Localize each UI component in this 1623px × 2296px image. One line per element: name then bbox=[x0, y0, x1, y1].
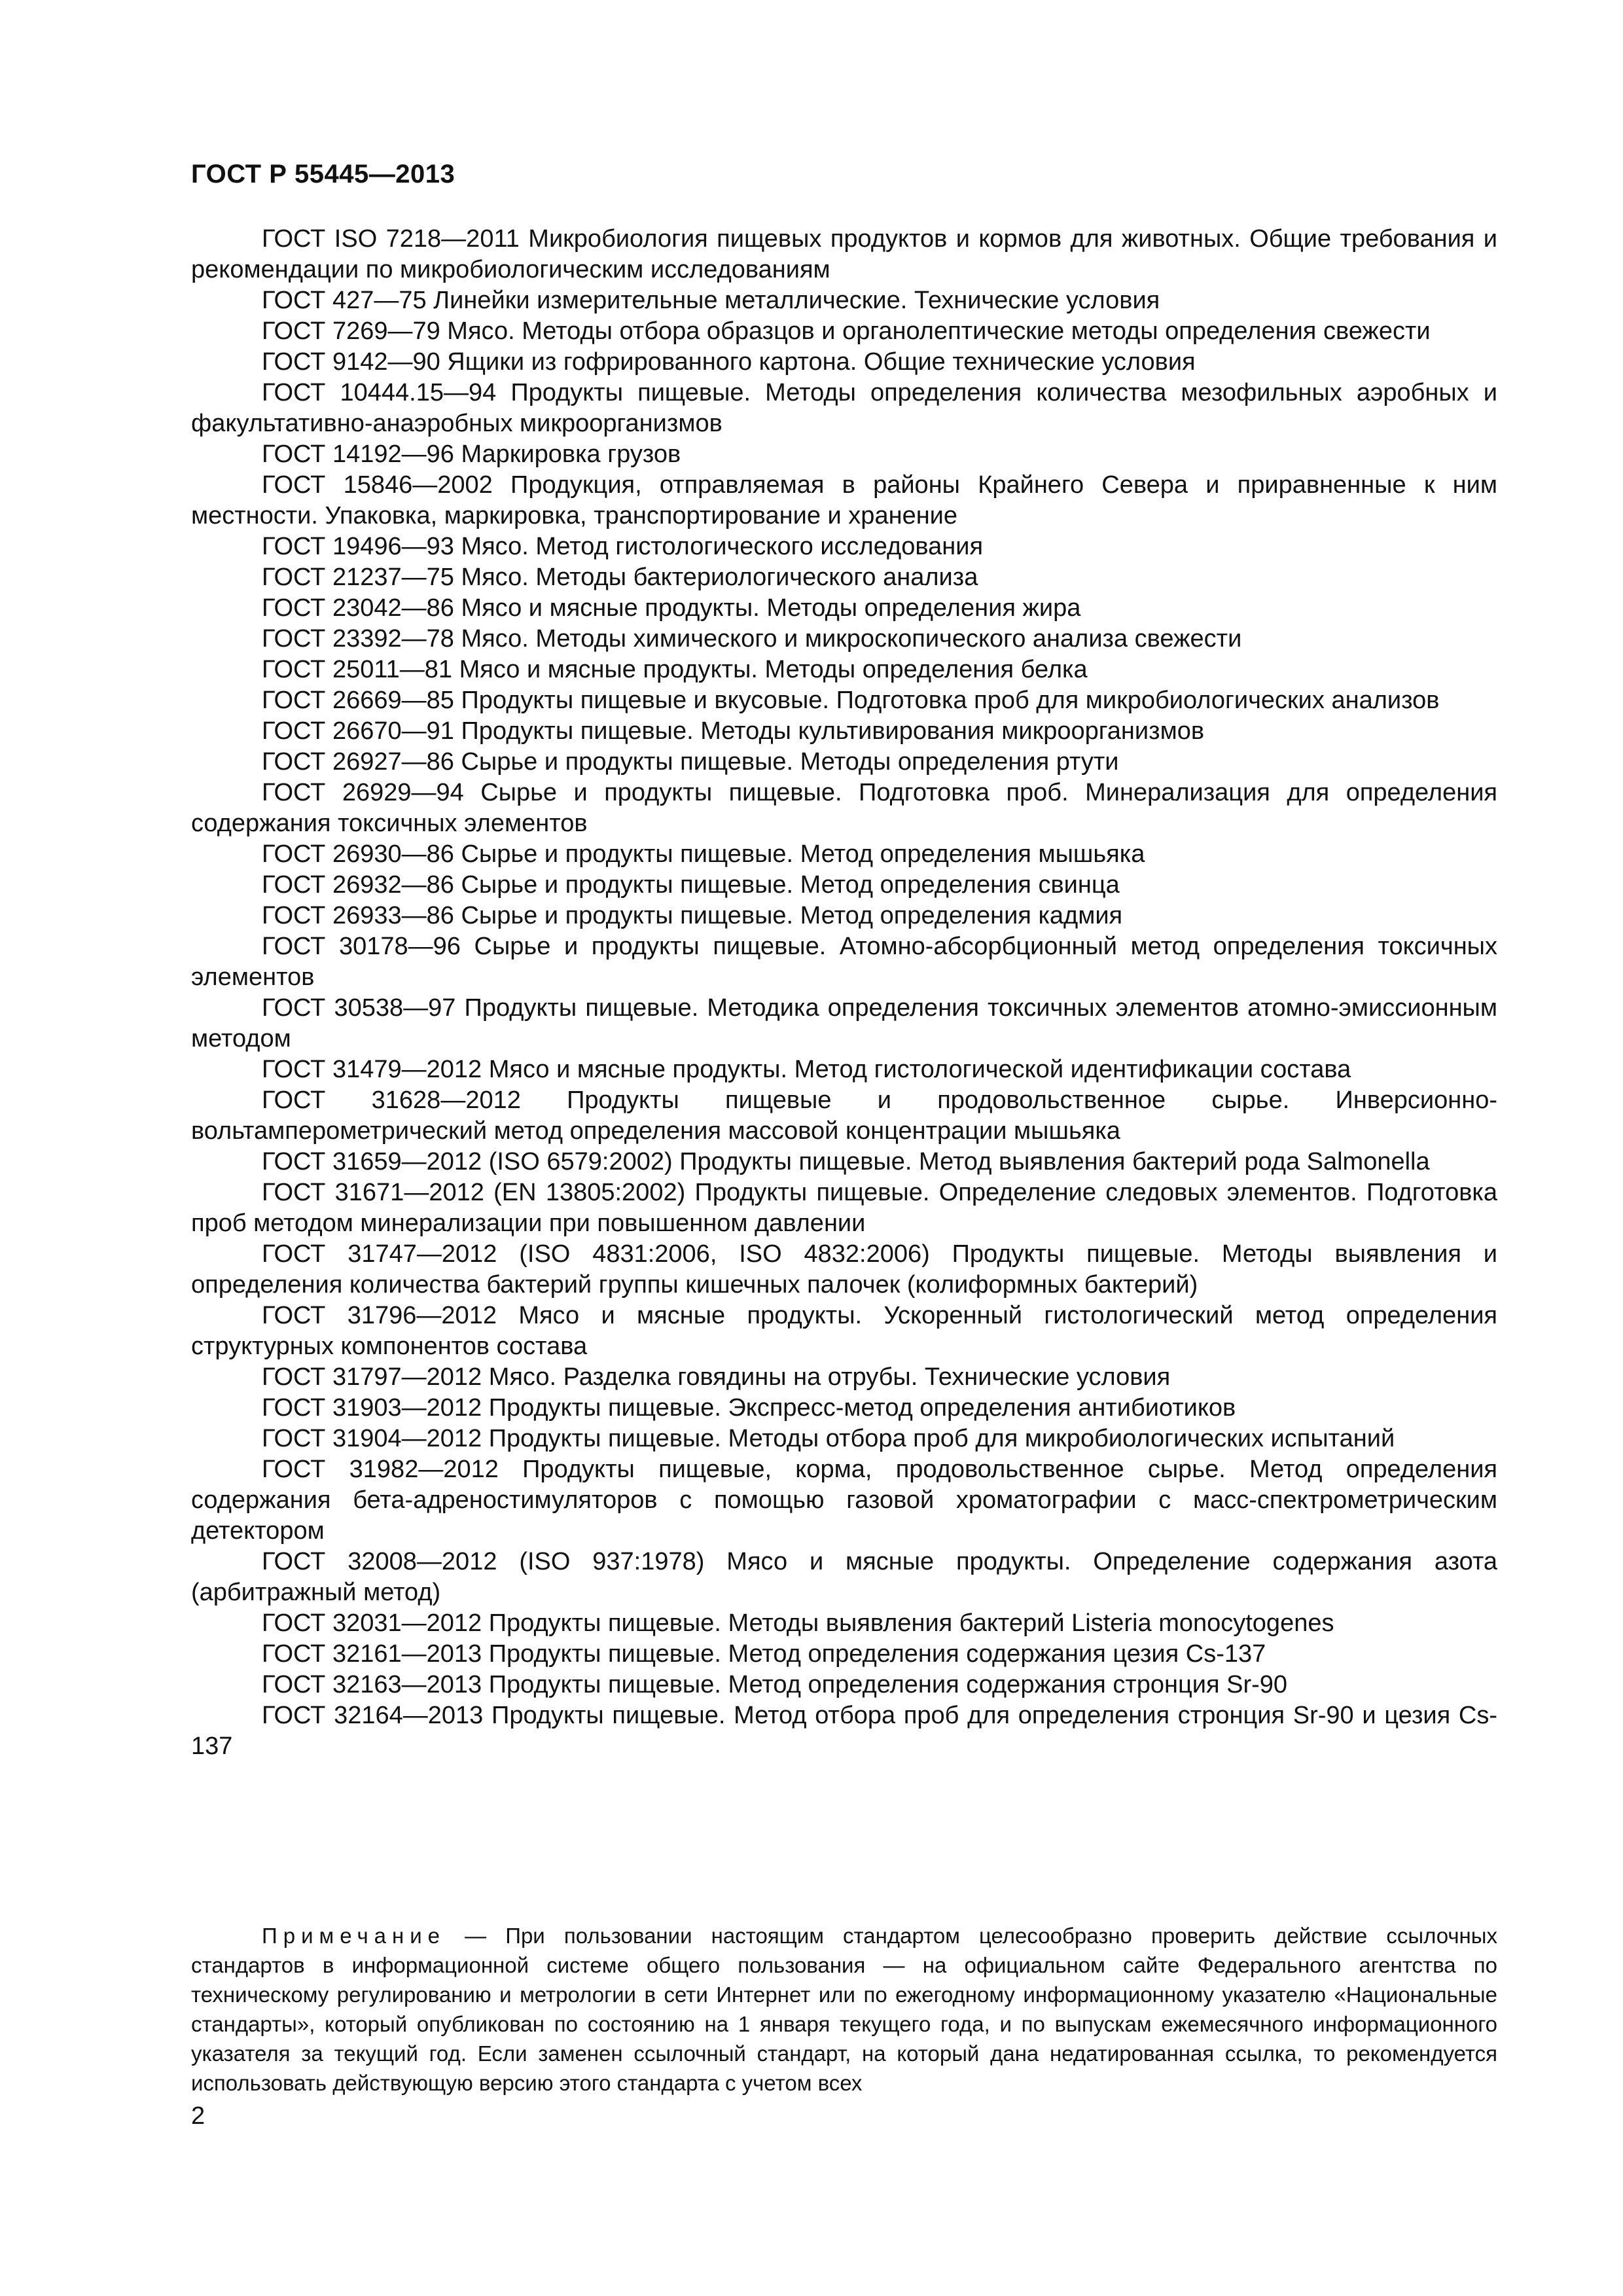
reference-item: ГОСТ 26669—85 Продукты пищевые и вкусовые. Подготовка проб для микробиологических анализов bbox=[262, 687, 1440, 714]
normative-references-list bbox=[191, 224, 1497, 1762]
reference-item: ГОСТ 23392—78 Мясо. Методы химического и микроскопического анализа свежести bbox=[262, 625, 1242, 653]
reference-item: ГОСТ 15846—2002 Продукция, отправляемая в районы Крайнего Севера и приравненные к ним местности. Упаковка, маркировка, транспортирование и хранение bbox=[191, 471, 1497, 529]
reference-item: ГОСТ 30178—96 Сырье и продукты пищевые. Атомно-абсорбционный метод определения токсичных элементов bbox=[191, 933, 1497, 991]
page-header-standard-number: ГОСТ Р 55445—2013 bbox=[191, 160, 455, 188]
reference-item: ГОСТ 31797—2012 Мясо. Разделка говядины на отрубы. Технические условия bbox=[262, 1363, 1171, 1391]
reference-item: ГОСТ 32163—2013 Продукты пищевые. Метод определения содержания стронция Sr-90 bbox=[262, 1671, 1288, 1698]
reference-item: ГОСТ 26933—86 Сырье и продукты пищевые. Метод определения кадмия bbox=[262, 902, 1123, 929]
reference-item: ГОСТ 14192—96 Маркировка грузов bbox=[262, 440, 681, 468]
reference-item: ГОСТ 26670—91 Продукты пищевые. Методы культивирования микроорганизмов bbox=[262, 717, 1205, 745]
reference-item: ГОСТ 9142—90 Ящики из гофрированного картона. Общие технические условия bbox=[262, 348, 1196, 376]
reference-item: ГОСТ 31671—2012 (EN 13805:2002) Продукты пищевые. Определение следовых элементов. Подготовка проб методом минерализации при повышенном давлении bbox=[191, 1179, 1497, 1237]
reference-item: ГОСТ 26930—86 Сырье и продукты пищевые. Метод определения мышьяка bbox=[262, 840, 1145, 868]
reference-item: ГОСТ 32031—2012 Продукты пищевые. Методы выявления бактерий Listeria monocytogenes bbox=[262, 1609, 1334, 1637]
reference-item: ГОСТ 31796—2012 Мясо и мясные продукты. Ускоренный гистологический метод определения структурных компонентов состава bbox=[191, 1302, 1497, 1360]
page-number: 2 bbox=[191, 2102, 205, 2130]
reference-item: ГОСТ 31628—2012 Продукты пищевые и продовольственное сырье. Инверсионно-вольтамперометрический метод определения массовой концентрации мышьяка bbox=[191, 1086, 1497, 1145]
reference-item: ГОСТ 26932—86 Сырье и продукты пищевые. Метод определения свинца bbox=[262, 871, 1120, 899]
note-label: Примечание bbox=[262, 1924, 446, 1948]
reference-item: ГОСТ 31659—2012 (ISO 6579:2002) Продукты пищевые. Метод выявления бактерий рода Salmonella bbox=[262, 1148, 1430, 1175]
reference-item: ГОСТ 31982—2012 Продукты пищевые, корма, продовольственное сырье. Метод определения содержания бета-адреностимуляторов с помощью газовой хроматографии с масс-спектрометрическим детектором bbox=[191, 1456, 1497, 1545]
note-text: — При пользовании настоящим стандартом целесообразно проверить действие ссылочных стандартов в информационной системе общего пользования — на официальном сайте Федерального агентства по техническому регулированию и метрологии в сети Интернет или по ежегодному информационному указателю «Национальные стандарты», который опубликован по состоянию на 1 января текущего года, и по выпускам ежемесячного информационного указателя за текущий год. Если заменен ссылочный стандарт, на который дана недатированная ссылка, то рекомендуется использовать действующую версию этого стандарта с учетом всех bbox=[191, 1924, 1497, 2095]
reference-item: ГОСТ 25011—81 Мясо и мясные продукты. Методы определения белка bbox=[262, 656, 1088, 683]
reference-item: ГОСТ 21237—75 Мясо. Методы бактериологического анализа bbox=[262, 564, 978, 591]
reference-item: ГОСТ 10444.15—94 Продукты пищевые. Методы определения количества мезофильных аэробных и факультативно-анаэробных микроорганизмов bbox=[191, 379, 1497, 437]
reference-item: ГОСТ 30538—97 Продукты пищевые. Методика определения токсичных элементов атомно-эмиссионным методом bbox=[191, 994, 1497, 1052]
reference-item: ГОСТ 19496—93 Мясо. Метод гистологического исследования bbox=[262, 533, 984, 560]
reference-item: ГОСТ 31904—2012 Продукты пищевые. Методы отбора проб для микробиологических испытаний bbox=[262, 1425, 1395, 1452]
reference-item: ГОСТ 23042—86 Мясо и мясные продукты. Методы определения жира bbox=[262, 594, 1081, 622]
reference-item: ГОСТ 26929—94 Сырье и продукты пищевые. Подготовка проб. Минерализация для определения содержания токсичных элементов bbox=[191, 779, 1497, 837]
reference-item: ГОСТ 31747—2012 (ISO 4831:2006, ISO 4832:2006) Продукты пищевые. Методы выявления и определения количества бактерий группы кишечных палочек (колиформных бактерий) bbox=[191, 1240, 1497, 1299]
reference-item: ГОСТ 32161—2013 Продукты пищевые. Метод определения содержания цезия Cs-137 bbox=[262, 1640, 1266, 1668]
reference-item: ГОСТ 7269—79 Мясо. Методы отбора образцов и органолептические методы определения свежести bbox=[262, 317, 1431, 345]
reference-item: ГОСТ ISO 7218—2011 Микробиология пищевых продуктов и кормов для животных. Общие требования и рекомендации по микробиологическим исследованиям bbox=[191, 225, 1497, 283]
reference-item: ГОСТ 31479—2012 Мясо и мясные продукты. Метод гистологической идентификации состава bbox=[262, 1056, 1351, 1083]
reference-item: ГОСТ 31903—2012 Продукты пищевые. Экспресс-метод определения антибиотиков bbox=[262, 1394, 1236, 1422]
note-paragraph bbox=[191, 1921, 1497, 2098]
reference-item: ГОСТ 427—75 Линейки измерительные металлические. Технические условия bbox=[262, 287, 1160, 314]
reference-item: ГОСТ 32008—2012 (ISO 937:1978) Мясо и мясные продукты. Определение содержания азота (арбитражный метод) bbox=[191, 1548, 1497, 1606]
reference-item: ГОСТ 26927—86 Сырье и продукты пищевые. Методы определения ртути bbox=[262, 748, 1119, 776]
reference-item: ГОСТ 32164—2013 Продукты пищевые. Метод отбора проб для определения стронция Sr-90 и цезия Cs-137 bbox=[191, 1702, 1497, 1760]
